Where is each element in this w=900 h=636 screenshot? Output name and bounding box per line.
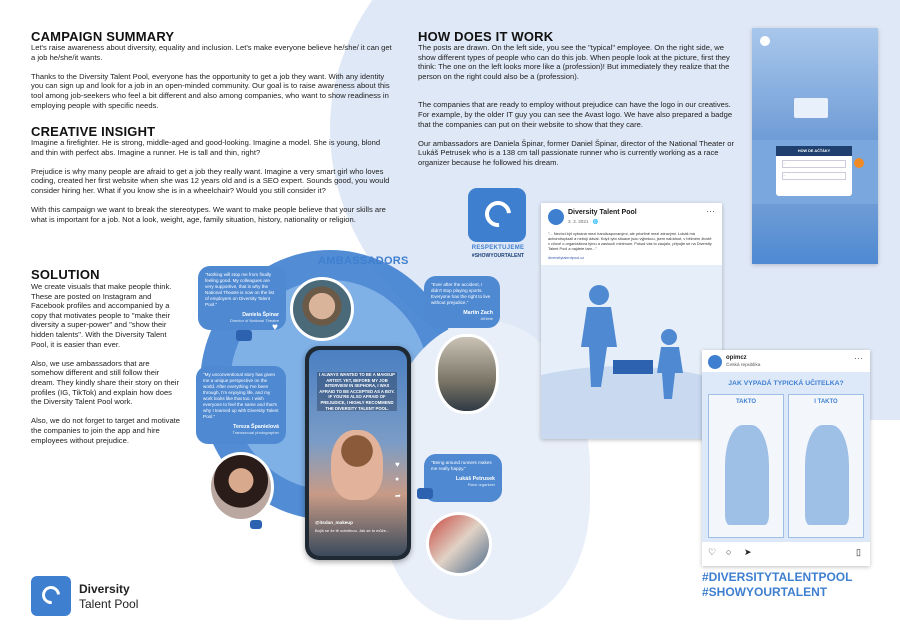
insight-paragraph: With this campaign we want to break the stereotypes. We want to make people believe that your skills are what is important for a job. Not a look, weight, age, family situation, history, nationality or religion.	[31, 205, 386, 224]
solution-paragraph: Also, we use ambassadors that are somehow different and still follow their dream. They kindly share their story on their profiles (IG, TikTok) and explain how does the Diversity Talent Pool work.	[31, 358, 180, 407]
phone-face	[331, 430, 383, 500]
quote-text: "My unconventional story has given me a unique perspective on the world. After everything I've been through, I'm enjoying life, and my work looks like that too. I wish everyone to feel the same and that's why I teamed up with Diversity Talent Pool."	[203, 372, 279, 419]
quote-role: Director of National Theatre	[229, 318, 279, 323]
how-paragraph: The companies that are ready to employ without prejudice can have the logo in our creatives. For example, by the older IT guy you can see the Avast logo. We have also prepared a badge that the companies can put on their website to show that they care.	[418, 100, 733, 129]
ambassador-quote-tereza	[196, 366, 286, 444]
how-it-works-text	[418, 43, 741, 177]
how-paragraph: Our ambassadors are Daniela Špinar, former Daniel Špinar, director of the National Theater or Lukáš Petrusek who is a 138 cm tall passionate runner who is currently working as a race organizer because he followed his dream.	[418, 138, 735, 167]
badge-hashtag: #SHOWYOURTALENT	[471, 253, 525, 259]
insight-paragraph: Imagine a firefighter. He is strong, middle-aged and good-looking. Imagine a model. She is young, blond and thin with perfect abs. Imagine a runner. He is tall and thin, right?	[31, 138, 381, 157]
quote-role: Race organizer	[467, 482, 495, 487]
summary-paragraph: Let's raise awareness about diversity, equality and inclusion. Let's make everyone believe he/she/ it can get a job he/she/it wants.	[31, 43, 392, 62]
site-logo-icon	[760, 36, 770, 46]
ambassador-photo-lukas	[426, 512, 492, 576]
fb-post-date: 3. 3. 2021 · 🌐	[568, 219, 599, 224]
ambassador-quote-martin	[424, 276, 500, 328]
how-paragraph: The posts are drawn. On the left side, you see the "typical" employee. On the right side, we show different types of people who can do this job. When people look at the picture, first they think: The one on the left looks more like a (profession)! But immediately they realize that the person on the right could also be a (profession).	[418, 43, 730, 81]
instagram-post-card	[702, 350, 870, 566]
fb-post-link[interactable]: diversitytalentpool.cz	[548, 255, 585, 260]
heart-icon[interactable]: ♡	[708, 547, 717, 557]
ig-location: Česká republika	[726, 363, 761, 368]
phone-screen	[309, 350, 407, 556]
avast-logo-icon	[854, 158, 864, 168]
website-mockup	[752, 28, 878, 264]
badge-label: RESPEKTUJEME	[471, 245, 525, 251]
hashtag-showyourtalent: #SHOWYOURTALENT	[702, 585, 828, 599]
respektujeme-badge	[468, 188, 526, 242]
more-options-icon[interactable]: ···	[706, 206, 715, 216]
phone-handle: @itsdan_makeup	[315, 520, 353, 525]
ambassador-quote-daniela	[198, 266, 286, 330]
chat-icon	[250, 520, 262, 529]
ambassadors-title: AMBASSADORS	[318, 255, 409, 267]
ig-headline: JAK VYPADÁ TYPICKÁ UČITELKA?	[728, 380, 844, 387]
ig-avatar	[708, 355, 722, 369]
insight-paragraph: Prejudice is why many people are afraid to get a job they really want. Imagine a very smart girl who loves coding, created her first website when she was 12 years old and is a SEO expert. Sounds good, you would consider hiring her. What if you know she is in a wheelchair? Would you still consider it?	[31, 166, 390, 195]
solution-paragraph: We create visuals that make people think. These are posted on Instagram and Facebook profiles and accompanied by a copy that motivates people to "make their diversity a super-power" and "show their hidden talents". With the Diversity Talent Pool, it is easier than ever.	[31, 282, 172, 349]
brand-logo-line2: Talent Pool	[79, 597, 139, 611]
hashtag-diversitytalentpool: #DIVERSITYTALENTPOOL	[702, 570, 853, 584]
comment-icon[interactable]: ●	[395, 476, 400, 483]
send-icon[interactable]: ➤	[744, 547, 752, 557]
ambassador-photo-daniela	[290, 277, 354, 341]
fb-page-name: Diversity Talent Pool	[568, 209, 637, 216]
quote-text: "Nothing will stop me from finally feeling good. My colleagues are very supportive, that is why the National Theatre is now on the list of employers on Diversity Talent Pool."	[205, 272, 275, 307]
facebook-post-card	[541, 203, 722, 439]
quote-name: Tereza Španielová	[233, 424, 279, 430]
site-laptop	[794, 98, 828, 118]
chat-icon	[417, 488, 433, 499]
teacher-illustration	[725, 425, 769, 525]
summary-paragraph: Thanks to the Diversity Talent Pool, everyone has the opportunity to get a job they want. With any identity you can sign up and look for a job in an open-minded community. Our goal is to raise awareness about this tool among job-seekers who feel a bit different and also among companies, who want to show readiness in employing people with specific needs.	[31, 71, 390, 110]
ig-right-panel	[788, 394, 864, 538]
creative-insight-text	[31, 138, 393, 234]
phone-mockup	[305, 346, 411, 560]
solution-title: SOLUTION	[31, 267, 100, 282]
site-card-item[interactable]: ...	[782, 160, 846, 168]
brand-logo-line1: Diversity	[79, 582, 130, 596]
how-it-works-title: HOW DOES IT WORK	[418, 29, 554, 44]
site-card-header: HOW DE AČŤÁKY	[776, 146, 852, 156]
like-icon[interactable]: ♥	[395, 460, 400, 469]
ig-left-panel	[708, 394, 784, 538]
campaign-summary-text	[31, 43, 393, 120]
ambassador-photo-martin	[435, 334, 499, 414]
teacher-illustration	[805, 425, 849, 525]
campaign-summary-title: CAMPAIGN SUMMARY	[31, 29, 175, 44]
runners-illustration	[541, 265, 722, 439]
ambassador-quote-lukas	[424, 454, 502, 502]
ig-post-image	[702, 372, 870, 542]
ig-username: opimcz	[726, 355, 747, 361]
fb-avatar	[548, 209, 564, 225]
fb-post-text: "... Nechci být vybraná mezi handicapovanými, ale prioritně mezi zdravými. Lukáš má achondroplazii a nebojí dávat. Když tyto situace jsou výjimkou, jsem nabídnut, v běžném životě v cílové o organizátora týmu a zaslouží minimum. Pokud vás to zaujalo, připojte se na Diversity Talent Pool a najdete tam..."	[548, 231, 712, 251]
heart-icon: ♥	[272, 322, 278, 333]
quote-text: "Being around runners makes me really happy."	[431, 460, 492, 471]
site-card	[776, 146, 852, 196]
site-top-illustration	[752, 28, 878, 140]
quote-role: Athlete	[480, 316, 493, 321]
quote-name: Martin Zach	[463, 310, 493, 316]
solution-paragraph: Also, we do not forget to target and motivate the companies to join the app and hire employees without prejudice.	[31, 416, 181, 445]
badge-logo-icon	[480, 196, 517, 233]
ambassador-photo-tereza	[208, 452, 274, 522]
phone-subtitle: Bojíš se že tě odmítnou. Jak se to může...	[315, 528, 390, 533]
quote-name: Lukáš Petrusek	[455, 476, 495, 482]
phone-caption: I ALWAYS WANTED TO BE A MAKEUP ARTIST. YET, BEFORE MY JOB INTERVIEW IN SEPHORA, I WAS AFRAID TO BE ACCEPTED AS A BOY. IF YOU'RE ALSO AFRAID OF PREJUDICE, I HIGHLY RECOMMEND THE DIVERSITY TALENT POOL.	[317, 372, 397, 411]
site-card-item[interactable]: ...	[782, 172, 846, 180]
fb-post-illustration	[541, 265, 722, 439]
quote-name: Daniela Špinar	[242, 312, 279, 318]
bookmark-icon[interactable]: ▯	[856, 547, 861, 557]
creative-insight-title: CREATIVE INSIGHT	[31, 124, 156, 139]
ig-right-label: I TAKTO	[814, 399, 838, 405]
quote-role: Transsexual photographer	[232, 430, 279, 435]
share-icon[interactable]: ➦	[395, 493, 401, 500]
solution-text	[31, 282, 181, 455]
brand-logo-icon	[31, 576, 71, 616]
ig-left-label: TAKTO	[735, 399, 757, 405]
chat-icon	[236, 330, 252, 341]
comment-icon[interactable]: ○	[726, 547, 732, 557]
quote-text: "Ever after the accident, I didn't stop playing sports. Everyone has the right to live without prejudice."	[431, 282, 491, 305]
site-bottom-illustration	[752, 204, 878, 264]
more-options-icon[interactable]: ···	[854, 353, 863, 363]
